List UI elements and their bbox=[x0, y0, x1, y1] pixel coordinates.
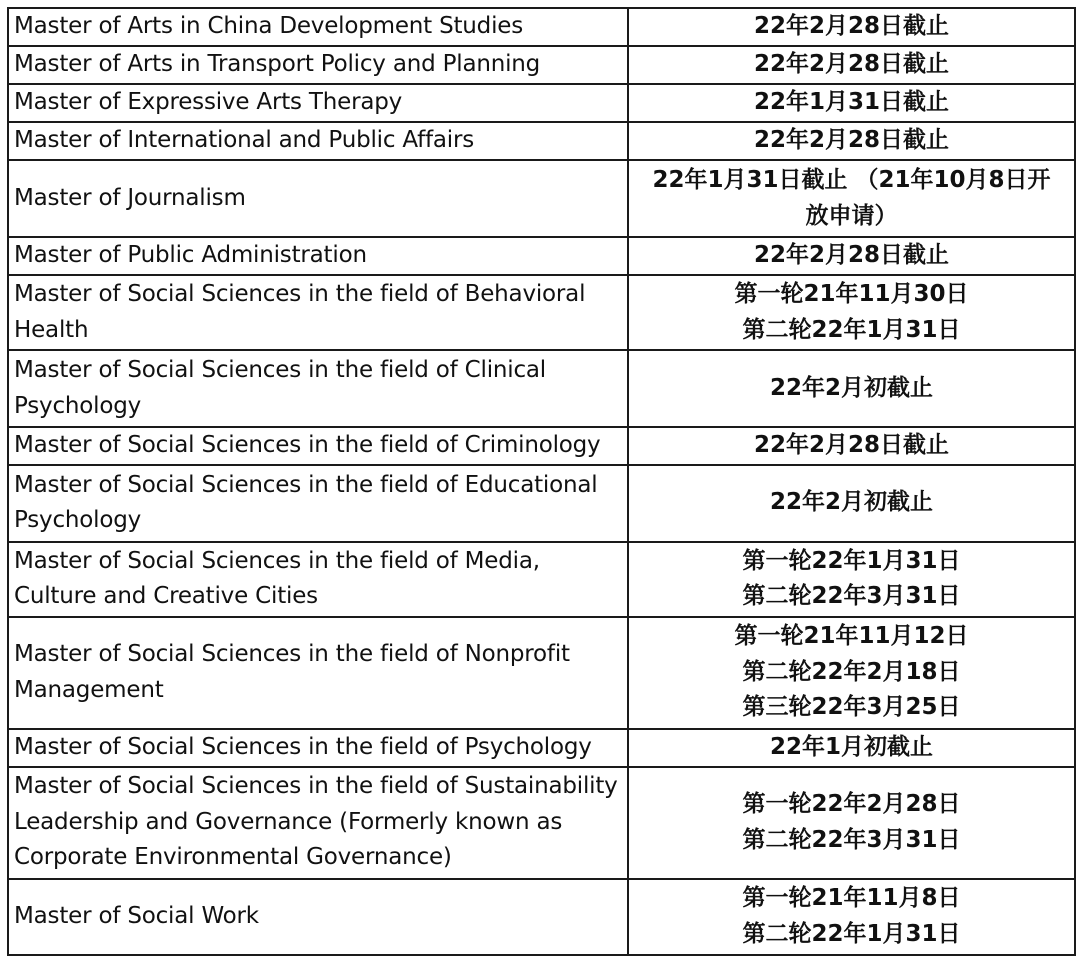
program-name: Master of Social Sciences in the field of Psychology bbox=[8, 729, 628, 767]
table-row bbox=[8, 237, 1075, 275]
table-row bbox=[8, 617, 1075, 729]
deadline-line: 放申请） bbox=[805, 202, 898, 229]
deadline-cell bbox=[628, 465, 1075, 542]
deadline-cell bbox=[628, 879, 1075, 955]
deadline-line: 22年1月初截止 bbox=[769, 733, 933, 760]
program-name: Master of Social Work bbox=[8, 879, 628, 955]
program-name: Master of Arts in China Development Studies bbox=[8, 8, 628, 46]
deadline-line: 第二轮22年1月31日 bbox=[742, 316, 961, 343]
table-row bbox=[8, 542, 1075, 617]
deadline-cell bbox=[628, 427, 1075, 465]
deadline-line: 22年2月初截止 bbox=[769, 489, 933, 516]
deadline-cell bbox=[628, 275, 1075, 350]
deadline-cell bbox=[628, 767, 1075, 879]
deadline-line: 22年2月28日截止 bbox=[753, 51, 950, 78]
deadline-line: 第一轮22年1月31日 bbox=[742, 547, 961, 574]
deadline-line: 第三轮22年3月25日 bbox=[742, 694, 961, 721]
deadline-cell bbox=[628, 160, 1075, 237]
program-name: Master of Social Sciences in the field of Criminology bbox=[8, 427, 628, 465]
table-row bbox=[8, 350, 1075, 427]
table-row bbox=[8, 427, 1075, 465]
deadline-cell bbox=[628, 8, 1075, 46]
deadline-line: 22年2月初截止 bbox=[769, 374, 933, 401]
table-row bbox=[8, 729, 1075, 767]
deadline-cell bbox=[628, 729, 1075, 767]
table-row bbox=[8, 46, 1075, 84]
deadline-cell bbox=[628, 84, 1075, 122]
program-name: Master of Social Sciences in the field of Nonprofit Management bbox=[8, 617, 628, 729]
program-name: Master of Arts in Transport Policy and Planning bbox=[8, 46, 628, 84]
program-name: Master of Journalism bbox=[8, 160, 628, 237]
table-row bbox=[8, 122, 1075, 160]
deadline-line: 第一轮21年11月12日 bbox=[734, 623, 969, 650]
deadline-line: 22年2月28日截止 bbox=[753, 127, 950, 154]
deadline-line: 22年1月31日截止 bbox=[753, 89, 950, 116]
deadline-line: 22年1月31日截止 （21年10月8日开 bbox=[652, 167, 1051, 193]
deadline-cell bbox=[628, 542, 1075, 617]
deadline-cell bbox=[628, 350, 1075, 427]
deadline-cell bbox=[628, 122, 1075, 160]
deadline-line: 22年2月28日截止 bbox=[753, 242, 950, 269]
program-name: Master of Social Sciences in the field of Educational Psychology bbox=[8, 465, 628, 542]
deadline-line: 第一轮22年2月28日 bbox=[742, 791, 961, 817]
deadline-line: 第二轮22年1月31日 bbox=[742, 920, 961, 947]
program-name: Master of Social Sciences in the field of Clinical Psychology bbox=[8, 350, 628, 427]
deadline-line: 第二轮22年3月31日 bbox=[742, 826, 961, 853]
table-row bbox=[8, 767, 1075, 879]
deadline-cell bbox=[628, 237, 1075, 275]
program-name: Master of Social Sciences in the field of Media, Culture and Creative Cities bbox=[8, 542, 628, 617]
table-row bbox=[8, 160, 1075, 237]
table-row bbox=[8, 8, 1075, 46]
deadline-line: 第二轮22年3月31日 bbox=[742, 583, 961, 609]
table-row bbox=[8, 879, 1075, 955]
deadline-line: 第一轮21年11月8日 bbox=[742, 885, 961, 911]
program-name: Master of International and Public Affairs bbox=[8, 122, 628, 160]
deadline-line: 第二轮22年2月18日 bbox=[742, 658, 961, 685]
deadline-line: 第一轮21年11月30日 bbox=[734, 281, 969, 307]
table-row bbox=[8, 84, 1075, 122]
program-name: Master of Expressive Arts Therapy bbox=[8, 84, 628, 122]
table-row bbox=[8, 465, 1075, 542]
program-name: Master of Public Administration bbox=[8, 237, 628, 275]
deadline-line: 22年2月28日截止 bbox=[753, 432, 950, 458]
deadline-cell bbox=[628, 46, 1075, 84]
deadline-cell bbox=[628, 617, 1075, 729]
deadline-line: 22年2月28日截止 bbox=[753, 13, 950, 40]
program-name: Master of Social Sciences in the field of Behavioral Health bbox=[8, 275, 628, 350]
program-deadline-table bbox=[7, 7, 1076, 956]
program-name: Master of Social Sciences in the field of Sustainability Leadership and Governance (Formerly known as Corporate Environmental Governance) bbox=[8, 767, 628, 879]
table-row bbox=[8, 275, 1075, 350]
